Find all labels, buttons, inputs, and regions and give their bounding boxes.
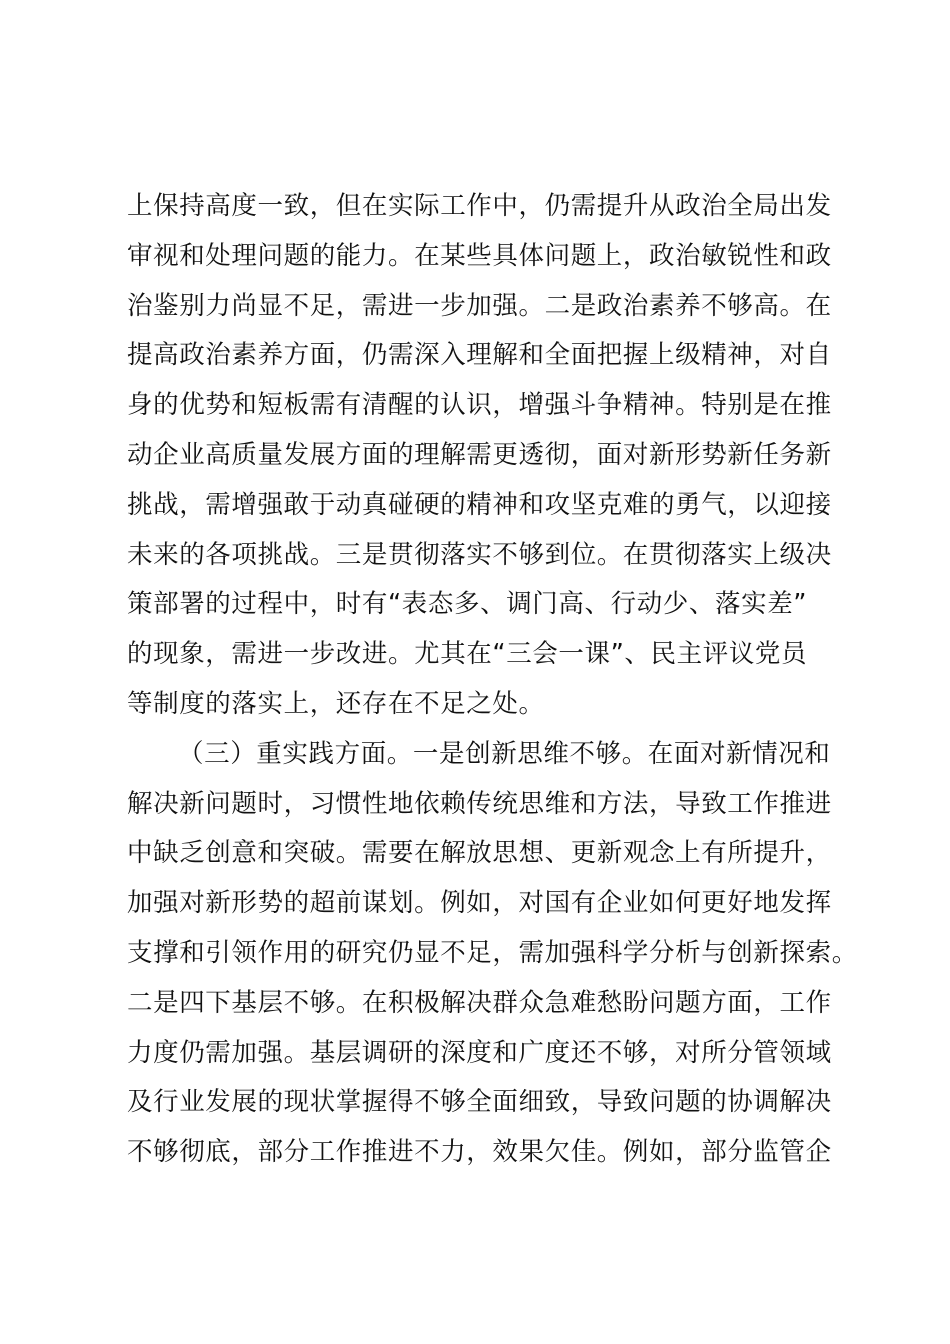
text-line: 不够彻底，部分工作推进不力，效果欠佳。例如，部分监管企 (127, 1137, 832, 1168)
text-line: 挑战，需增强敢于动真碰硬的精神和攻坚克难的勇气，以迎接 (127, 489, 832, 520)
section-heading-line: （三）重实践方面。一是创新思维不够。在面对新情况和 (178, 738, 831, 769)
text-line: 解决新问题时，习惯性地依赖传统思维和方法，导致工作推进 (127, 788, 832, 819)
text-line: 及行业发展的现状掌握得不够全面细致，导致问题的协调解决 (127, 1087, 832, 1118)
text-line: 二是四下基层不够。在积极解决群众急难愁盼问题方面，工作 (127, 987, 832, 1018)
text-line: 提高政治素养方面，仍需深入理解和全面把握上级精神，对自 (127, 340, 832, 371)
text-line: 的现象，需进一步改进。尤其在“三会一课”、民主评议党员 (127, 639, 808, 670)
text-line: 未来的各项挑战。三是贯彻落实不够到位。在贯彻落实上级决 (127, 539, 832, 570)
text-line: 策部署的过程中，时有“表态多、调门高、行动少、落实差” (127, 589, 808, 620)
text-line: 加强对新形势的超前谋划。例如，对国有企业如何更好地发挥 (127, 888, 832, 919)
body-text (127, 182, 858, 1178)
text-line: 中缺乏创意和突破。需要在解放思想、更新观念上有所提升， (127, 838, 832, 869)
text-line: 上保持高度一致，但在实际工作中，仍需提升从政治全局出发 (127, 191, 832, 221)
text-line: 治鉴别力尚显不足，需进一步加强。二是政治素养不够高。在 (127, 290, 832, 321)
text-line: 支撑和引领作用的研究仍显不足，需加强科学分析与创新探索。 (127, 937, 858, 968)
text-line: 等制度的落实上，还存在不足之处。 (127, 688, 545, 719)
text-line: 审视和处理问题的能力。在某些具体问题上，政治敏锐性和政 (127, 240, 832, 271)
text-line: 身的优势和短板需有清醒的认识，增强斗争精神。特别是在推 (127, 390, 832, 421)
text-line: 力度仍需加强。基层调研的深度和广度还不够，对所分管领域 (127, 1037, 832, 1068)
text-line: 动企业高质量发展方面的理解需更透彻，面对新形势新任务新 (127, 439, 832, 470)
